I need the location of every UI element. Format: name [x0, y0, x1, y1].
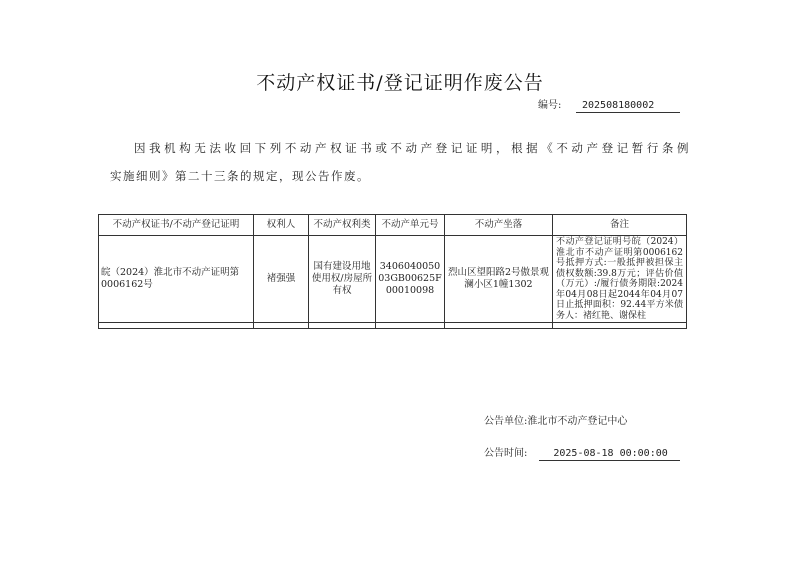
serial-value: 202508180002 — [576, 100, 680, 113]
cell-right-type: 国有建设用地使用权/房屋所有权 — [309, 236, 376, 323]
header-holder: 权利人 — [254, 215, 309, 236]
announcing-unit — [484, 412, 627, 427]
time-label: 公告时间: — [484, 448, 528, 459]
notice-body-line-2: 实施细则》第二十三条的规定，现公告作废。 — [110, 169, 370, 183]
notice-body-line-1: 因我机构无法收回下列不动产权证书或不动产登记证明，根据《不动产登记暂行条例 — [134, 141, 690, 155]
serial-number — [538, 96, 680, 113]
header-unit-no: 不动产单元号 — [376, 215, 445, 236]
notice-body — [110, 134, 690, 190]
table-empty-row — [99, 323, 687, 329]
cell-certificate: 皖（2024）淮北市不动产证明第0006162号 — [99, 236, 254, 323]
header-certificate: 不动产权证书/不动产登记证明 — [99, 215, 254, 236]
cell-location: 烈山区望阳路2号傲景观澜小区1幢1302 — [445, 236, 553, 323]
void-certificate-table — [98, 214, 687, 329]
empty-cell — [445, 323, 553, 329]
cell-holder: 褚强强 — [254, 236, 309, 323]
header-location: 不动产坐落 — [445, 215, 553, 236]
empty-cell — [99, 323, 254, 329]
unit-value: 淮北市不动产登记中心 — [527, 416, 628, 427]
table-header-row — [99, 215, 687, 236]
unit-label: 公告单位: — [484, 416, 528, 427]
table-row — [99, 236, 687, 323]
time-value: 2025-08-18 00:00:00 — [539, 448, 679, 461]
cell-unit-no: 340604005003GB00625F00010098 — [376, 236, 445, 323]
empty-cell — [553, 323, 687, 329]
cell-remark: 不动产登记证明号皖（2024）淮北市不动产证明第0006162号抵押方式:一般抵押被担保主债权数额:39.8万元；评估价值（万元）:/履行债务期限:2024年04月08日起2044年04月07日止抵押面积：92.44平方米债务人：褚红艳、谢保柱 — [553, 236, 687, 323]
header-remark: 备注 — [553, 215, 687, 236]
announcement-time — [484, 444, 680, 461]
serial-label: 编号: — [538, 100, 562, 111]
empty-cell — [376, 323, 445, 329]
empty-cell — [309, 323, 376, 329]
header-right-type: 不动产权利类 — [309, 215, 376, 236]
empty-cell — [254, 323, 309, 329]
page-title: 不动产权证书/登记证明作废公告 — [256, 72, 544, 94]
